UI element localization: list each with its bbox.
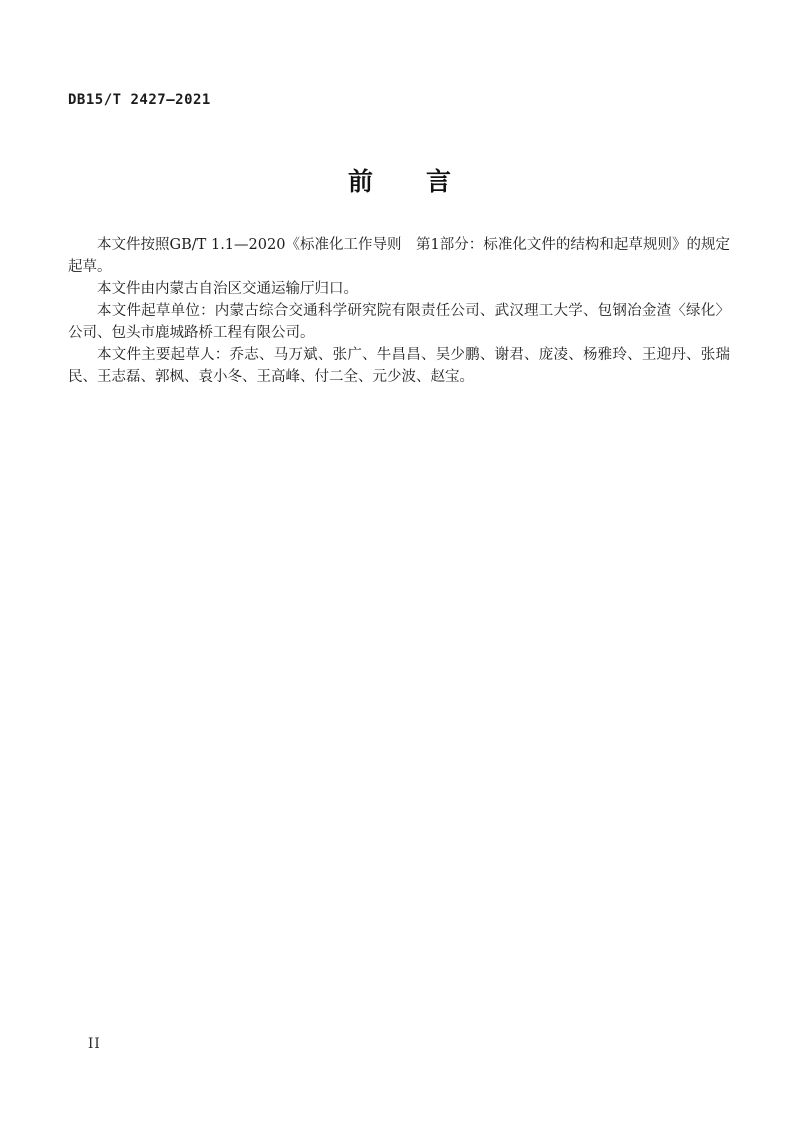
- standard-number-header: DB15/T 2427—2021: [68, 92, 211, 108]
- paragraph-drafting-organizations: 本文件起草单位：内蒙古综合交通科学研究院有限责任公司、武汉理工大学、包钢冶金渣〈绿化〉公司、包头市鹿城路桥工程有限公司。: [68, 303, 730, 341]
- foreword-body: [68, 234, 730, 388]
- paragraph-centralized-by: 本文件由内蒙古自治区交通运输厅归口。: [97, 281, 358, 297]
- foreword-title: 前 言: [347, 167, 452, 196]
- paragraph-drafting-rules: 本文件按照GB/T 1.1—2020《标准化工作导则 第1部分：标准化文件的结构和起草规则》的规定起草。: [68, 237, 730, 275]
- paragraph-main-drafters: 本文件主要起草人：乔志、马万斌、张广、牛昌昌、吴少鹏、谢君、庞凌、杨雅玲、王迎丹、张瑞民、王志磊、郭枫、袁小冬、王高峰、付二全、元少波、赵宝。: [68, 347, 730, 385]
- page-number: II: [88, 1036, 101, 1052]
